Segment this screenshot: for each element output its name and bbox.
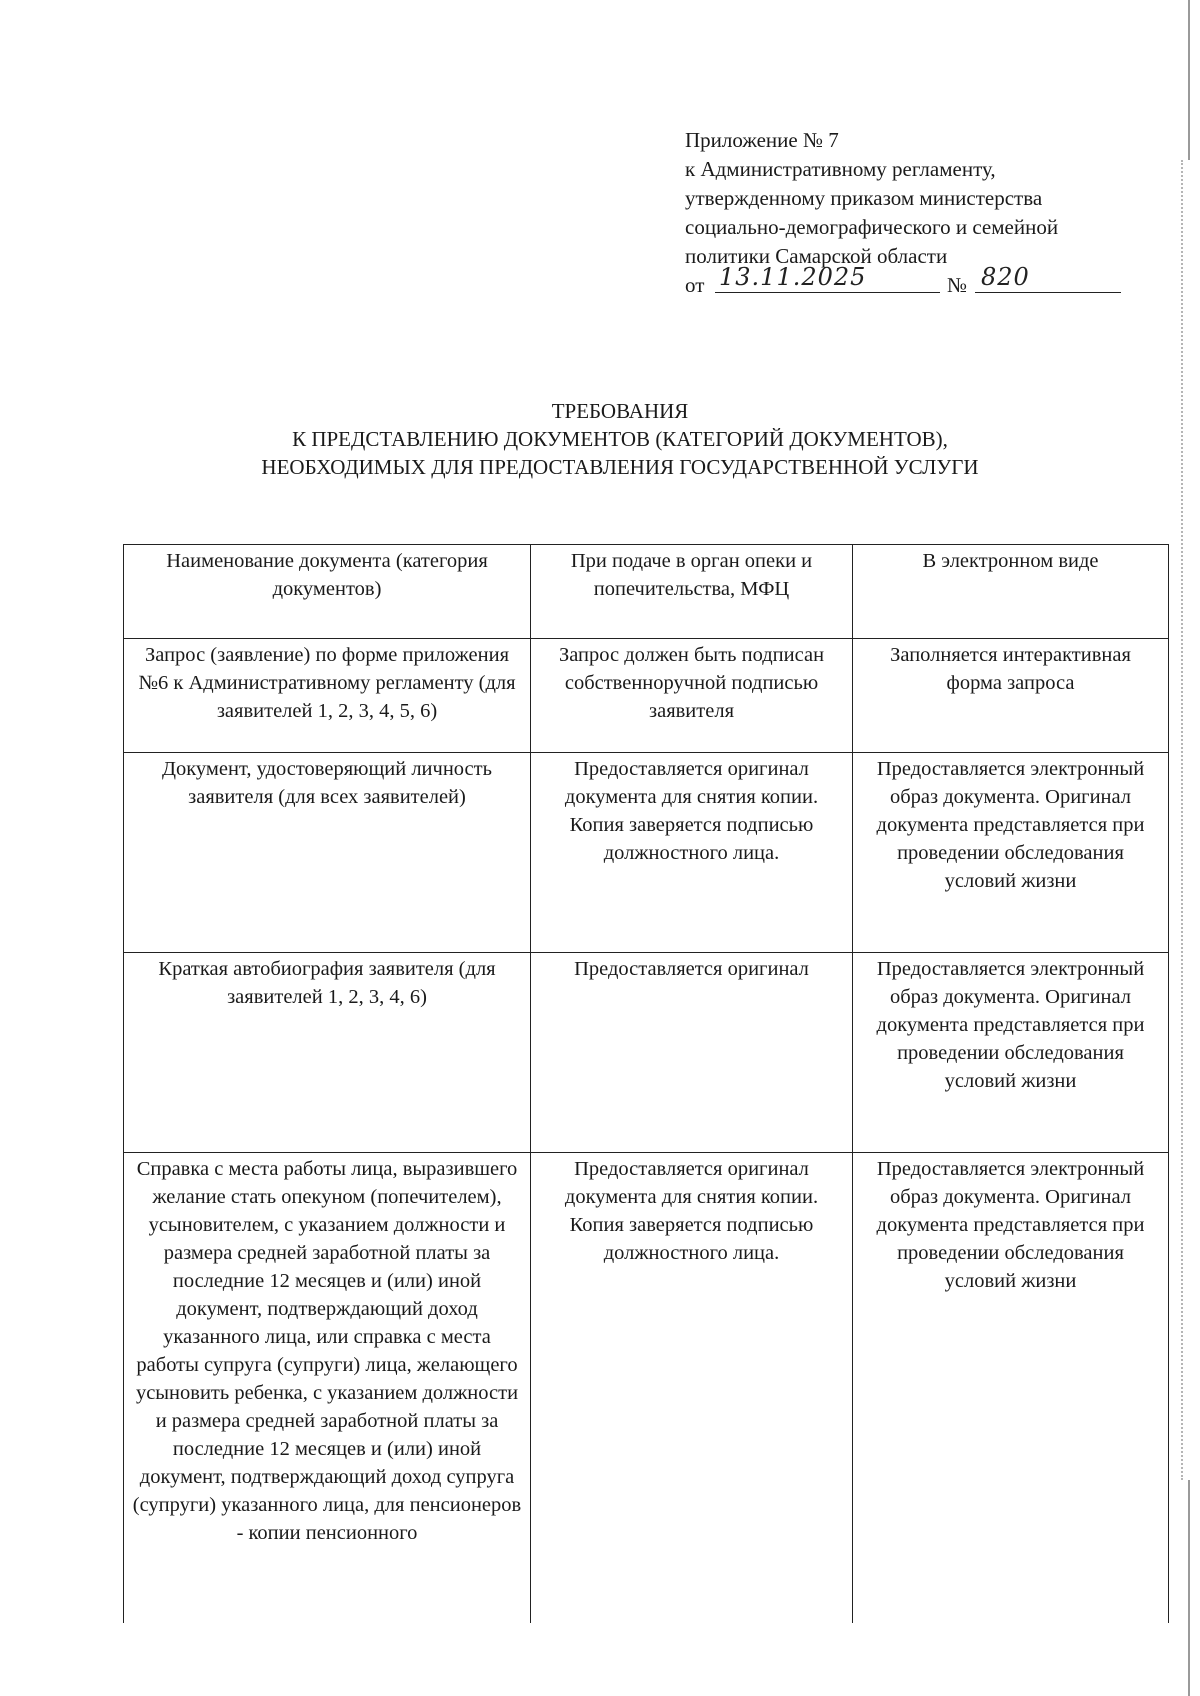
number-prefix: № [947, 273, 968, 297]
handwritten-date: 13.11.2025 [719, 263, 867, 291]
handwritten-number: 820 [981, 263, 1030, 291]
appendix-header [685, 126, 1155, 305]
cell-document-name: Документ, удостоверяющий личность заявителя (для всех заявителей) [124, 753, 531, 953]
table-row [124, 753, 1169, 953]
header-document-name: Наименование документа (категория документов) [124, 545, 531, 639]
cell-electronic: Предоставляется электронный образ документа. Оригинал документа представляется при проведении обследования условий жизни [853, 753, 1169, 953]
table-row [124, 1153, 1169, 1623]
cell-in-person: Запрос должен быть подписан собственноручной подписью заявителя [531, 639, 853, 753]
cell-in-person: Предоставляется оригинал документа для снятия копии. Копия заверяется подписью должностного лица. [531, 1153, 853, 1623]
table-header-row [124, 545, 1169, 639]
table-row [124, 953, 1169, 1153]
scan-edge-line [1188, 0, 1190, 160]
scan-edge-line-bottom [1188, 1480, 1190, 1696]
header-electronic: В электронном виде [853, 545, 1169, 639]
order-date-number [685, 263, 1155, 305]
header-in-person: При подаче в орган опеки и попечительства, МФЦ [531, 545, 853, 639]
cell-electronic: Предоставляется электронный образ документа. Оригинал документа представляется при проведении обследования условий жизни [853, 953, 1169, 1153]
document-title [140, 397, 1100, 481]
title-line: НЕОБХОДИМЫХ ДЛЯ ПРЕДОСТАВЛЕНИЯ ГОСУДАРСТВЕННОЙ УСЛУГИ [261, 455, 979, 479]
number-underline [975, 292, 1121, 293]
title-line: К ПРЕДСТАВЛЕНИЮ ДОКУМЕНТОВ (КАТЕГОРИЙ ДОКУМЕНТОВ), [292, 427, 948, 451]
appendix-line: к Административному регламенту, [685, 157, 996, 181]
cell-electronic: Предоставляется электронный образ документа. Оригинал документа представляется при проведении обследования условий жизни [853, 1153, 1169, 1623]
title-line: ТРЕБОВАНИЯ [551, 399, 689, 423]
appendix-line: политики Самарской области [685, 244, 948, 268]
date-prefix: от [685, 273, 705, 297]
cell-electronic: Заполняется интерактивная форма запроса [853, 639, 1169, 753]
requirements-table [123, 544, 1169, 1623]
cell-in-person: Предоставляется оригинал документа для снятия копии. Копия заверяется подписью должностного лица. [531, 753, 853, 953]
cell-document-name: Справка с места работы лица, выразившего желание стать опекуном (попечителем), усыновителем, с указанием должности и размера средней заработной платы за последние 12 месяцев и (или) иной документ, подтверждающий доход указанного лица, или справка с места работы супруга (супруги) лица, желающего усыновить ребенка, с указанием должности и размера средней заработной платы за последние 12 месяцев и (или) иной документ, подтверждающий доход супруга (супруги) указанного лица, для пенсионеров - копии пенсионного [124, 1153, 531, 1623]
appendix-line: Приложение № 7 [685, 128, 839, 152]
table-row [124, 639, 1169, 753]
appendix-line: социально-демографического и семейной [685, 215, 1059, 239]
scan-edge-dots [1181, 160, 1185, 1480]
cell-in-person: Предоставляется оригинал [531, 953, 853, 1153]
date-underline [715, 292, 940, 293]
cell-document-name: Краткая автобиография заявителя (для заявителей 1, 2, 3, 4, 6) [124, 953, 531, 1153]
appendix-line: утвержденному приказом министерства [685, 186, 1043, 210]
cell-document-name: Запрос (заявление) по форме приложения №6 к Административному регламенту (для заявителей 1, 2, 3, 4, 5, 6) [124, 639, 531, 753]
